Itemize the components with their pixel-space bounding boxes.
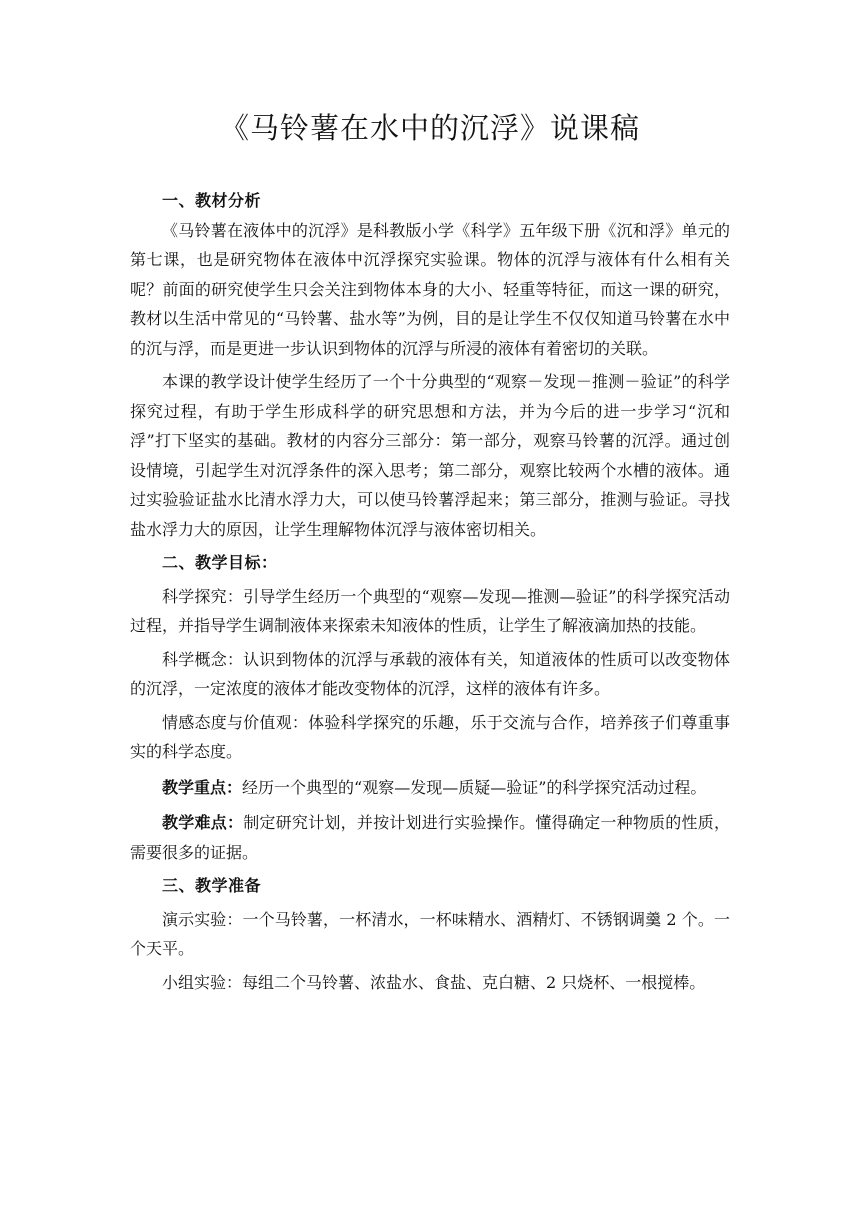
paragraph-difficulty	[130, 808, 730, 867]
section-heading-materials: 一、教材分析	[162, 191, 262, 210]
paragraph-objective-inquiry: 科学探究：引导学生经历一个典型的“观察—发现—推测—验证”的科学探究活动过程，并指导学生调制液体来探索未知液体的性质，让学生了解液滴加热的技能。	[130, 586, 730, 635]
paragraph-objective-attitude: 情感态度与价值观：体验科学探究的乐趣，乐于交流与合作，培养孩子们尊重事实的科学态度。	[130, 712, 730, 761]
paragraph-key-point	[130, 773, 730, 803]
paragraph-group-experiment: 小组实验：每组二个马铃薯、浓盐水、食盐、克白糖、2 只烧杯、一根搅棒。	[162, 972, 706, 992]
document-title: 《马铃薯在水中的沉浮》说课稿	[219, 111, 640, 145]
key-point-label: 教学重点：	[162, 777, 243, 797]
paragraph-materials-2: 本课的教学设计使学生经历了一个十分典型的“观察－发现－推测－验证”的科学探究过程，有助于学生形成科学的研究思想和方法，并为今后的进一步学习“沉和浮”打下坚实的基础。教材的内容分三部分：第一部分，观察马铃薯的沉浮。通过创设情境，引起学生对沉浮条件的深入思考；第二部分，观察比较两个水槽的液体。通过实验验证盐水比清水浮力大，可以使马铃薯浮起来；第三部分，推测与验证。寻找盐水浮力大的原因，让学生理解物体沉浮与液体密切相关。	[130, 372, 730, 539]
difficulty-label: 教学难点：	[162, 813, 244, 832]
paragraph-materials-1: 《马铃薯在液体中的沉浮》是科教版小学《科学》五年级下册《沉和浮》单元的第七课，也是研究物体在液体中沉浮探究实验课。物体的沉浮与液体有什么相有关呢？前面的研究使学生只会关注到物体本身的大小、轻重等特征，而这一课的研究，教材以生活中常见的“马铃薯、盐水等”为例，目的是让学生不仅仅知道马铃薯在水中的沉与浮，而是更进一步认识到物体的沉浮与所浸的液体有着密切的关联。	[130, 220, 730, 358]
difficulty-text: 制定研究计划，并按计划进行实验操作。懂得确定一种物质的性质，需要很多的证据。	[130, 813, 730, 862]
paragraph-objective-concept: 科学概念：认识到物体的沉浮与承载的液体有关，知道液体的性质可以改变物体的沉浮，一定浓度的液体才能改变物体的沉浮，这样的液体有许多。	[130, 649, 730, 698]
paragraph-demo-experiment: 演示实验：一个马铃薯，一杯清水，一杯味精水、酒精灯、不锈钢调羹 2 个。一个天平。	[130, 909, 730, 958]
key-point-text: 经历一个典型的“观察—发现—质疑—验证”的科学探究活动过程。	[242, 777, 707, 797]
section-heading-objectives: 二、教学目标：	[162, 553, 278, 572]
document-body	[130, 186, 730, 997]
section-heading-preparation: 三、教学准备	[162, 876, 262, 895]
